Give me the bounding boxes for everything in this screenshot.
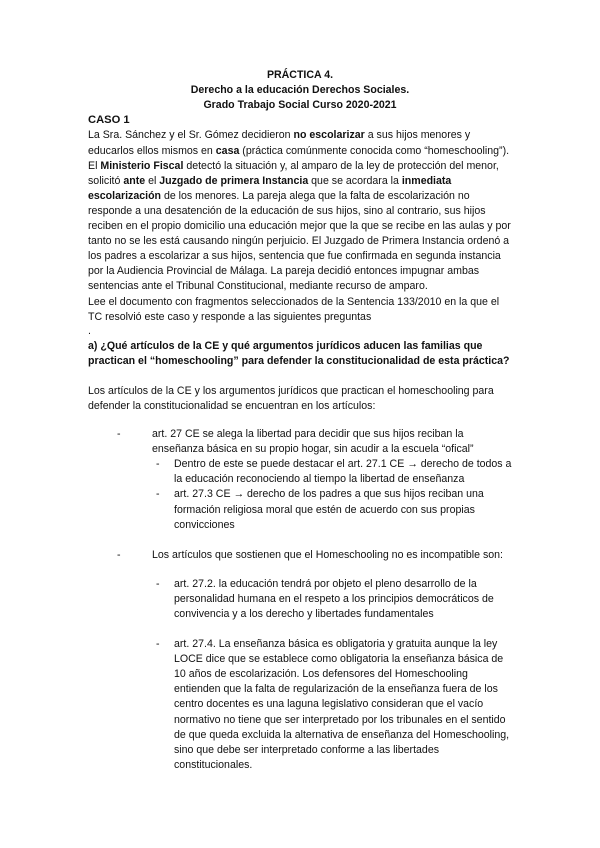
dash-bullet: - [156, 638, 160, 651]
list-item [88, 548, 512, 773]
course-title: Grado Trabajo Social Curso 2020-2021 [203, 98, 397, 111]
case-title: CASO 1 [88, 114, 130, 127]
case-bold-casa: casa [215, 144, 240, 157]
list-item [152, 637, 512, 773]
document-header [88, 68, 512, 112]
item2-sub2-text: art. 27.4. La enseñanza básica es obligatoria y gratuita aunque la ley LOCE dice que se establece como obligatoria la enseñanza básica de 10 años de escolarización. Los defensores del Homeschooling entienden que la falta de regularización de la enseñanza fuera de los centro docentes es una laguna legislativo consideran que el vacío normativo no tiene que ser interpretado por los tribunales en el sentido de que queda excluida la alternativa de enseñanza del Homeschooling, sino que debe ser interpretado conforme a las libertades constitucionales. [174, 638, 510, 771]
dash-bullet: - [117, 548, 121, 561]
case-bold-ante: ante [123, 174, 146, 187]
list-item [152, 577, 512, 622]
case-bold-inmediata: inmediata escolarización [88, 174, 452, 202]
stray-dot: . [88, 324, 91, 337]
dash-bullet: - [117, 428, 121, 441]
case-text-1: La Sra. Sánchez y el Sr. Gómez decidieron [88, 129, 294, 142]
dash-bullet: - [156, 458, 160, 471]
answer-intro: Los artículos de la CE y los argumentos jurídicos que practican el homeschooling para defender la constitucionalidad se encuentran en los artículos: [88, 384, 494, 412]
subject-title: Derecho a la educación Derechos Sociales. [190, 83, 410, 96]
list-item [152, 457, 512, 487]
list-item [152, 487, 512, 532]
answer-list [88, 427, 512, 773]
case-text-3: (práctica comúnmente conocida como “homeschooling”). El [88, 144, 510, 172]
item1-text: art. 27 CE se alega la libertad para decidir que sus hijos reciban la enseñanza básica en su propio hogar, sin acudir a la escuela “ofical” [152, 428, 474, 456]
case-bold-ministerio: Ministerio Fiscal [100, 159, 184, 172]
instructions-paragraph: Lee el documento con fragmentos seleccionados de la Sentencia 133/2010 en la que el TC resolvió este caso y responde a las siguientes preguntas [88, 295, 500, 323]
dash-bullet: - [156, 488, 160, 501]
case-text-2: a sus hijos menores y educarlos ellos mismos en [88, 129, 471, 157]
item1-sub2-text: art. 27.3 CE → derecho de los padres a que sus hijos reciban una formación religiosa moral que estén de acuerdo con sus propias convicciones [174, 488, 484, 531]
practice-title: PRÁCTICA 4. [266, 69, 334, 81]
list-item [88, 427, 512, 533]
item2-sublist [152, 577, 512, 773]
case-paragraph [88, 128, 512, 294]
case-bold-juzgado: Juzgado de primera Instancia [159, 174, 309, 187]
case-text-5: el [145, 174, 160, 187]
item1-sub1-text: Dentro de este se puede destacar el art. 27.1 CE → derecho de todos a la educación reconociendo al tiempo la libertad de enseñanza [174, 458, 512, 486]
item2-sub1-text: art. 27.2. la educación tendrá por objeto el pleno desarrollo de la personalidad humana en el respeto a los principios democráticos de convivencia y a los derecho y libertades fundamentales [174, 577, 494, 621]
case-text-6: que se acordara la [308, 174, 402, 187]
question-a: a) ¿Qué artículos de la CE y qué argumentos jurídicos aducen las familias que practican el “homeschooling” para defender la constitucionalidad de esta práctica? [88, 339, 510, 367]
case-bold-no-escolarizar: no escolarizar [293, 129, 365, 142]
item2-text: Los artículos que sostienen que el Homeschooling no es incompatible son: [152, 548, 503, 561]
case-text-4: detectó la situación y, al amparo de la ley de protección del menor, solicitó [88, 159, 499, 187]
dash-bullet: - [156, 577, 160, 590]
item1-sublist [152, 457, 512, 532]
case-text-7: de los menores. La pareja alega que la falta de escolarización no responde a una desatención de la educación de sus hijos, sino al contrario, sus hijos reciben en el propio domicilio una educación mejor que la que se recibe en las aulas y por tanto no se les está causando ningún perjuicio. El Juzgado de Primera Instancia ordenó a los padres a escolarizar a sus hijos, sentencia que fue confirmada en segunda instancia por la Audiencia Provincial de Málaga. La pareja decidió entonces impugnar ambas sentencias ante el Tribunal Constitucional, mediante recurso de amparo. [88, 189, 511, 293]
